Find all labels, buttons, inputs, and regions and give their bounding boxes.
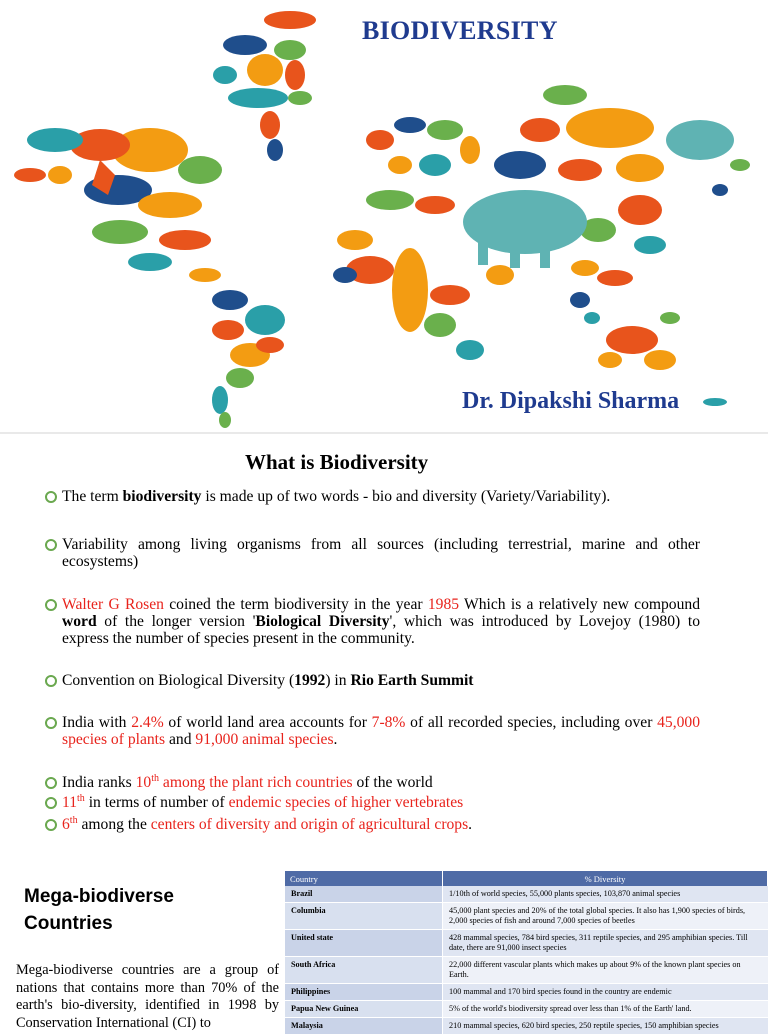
diversity-cell: 100 mammal and 170 bird species found in the country are endemic <box>443 984 768 1001</box>
bullet-circle-icon <box>45 717 57 729</box>
country-cell: United state <box>285 930 443 957</box>
table-row <box>285 1018 768 1035</box>
diversity-cell: 22,000 different vascular plants which makes up about 9% of the known plant species on Earth. <box>443 957 768 984</box>
bullet-circle-icon <box>45 539 57 551</box>
table-row <box>285 984 768 1001</box>
diversity-cell: 428 mammal species, 784 bird species, 311 reptile species, and 295 amphibian species. Till date, there are 91,000 insect species <box>443 930 768 957</box>
country-cell: Papua New Guinea <box>285 1001 443 1018</box>
country-cell: Brazil <box>285 886 443 903</box>
title-slide <box>0 0 768 430</box>
country-cell: South Africa <box>285 957 443 984</box>
country-cell: Columbia <box>285 903 443 930</box>
bullet-item-india-rank-11: 11th in terms of number of endemic species of higher vertebrates <box>45 794 700 811</box>
table-row <box>285 903 768 930</box>
slide-separator <box>0 432 768 434</box>
what-is-biodiversity-heading: What is Biodiversity <box>245 450 429 474</box>
table-row <box>285 886 768 903</box>
asia-animals <box>494 85 750 286</box>
diversity-cell: 5% of the world's biodiversity spread over less than 1% of the Earth' land. <box>443 1001 768 1018</box>
slide-title: BIODIVERSITY <box>362 16 558 45</box>
north-america-animals <box>14 128 222 282</box>
bullet-item-walter-rosen: Walter G Rosen coined the term biodiversity in the year 1985 Which is a relatively new compound word of the longer version 'Biological Diversity', which was introduced by Lovejoy (1980) to express the number of species present in the community. <box>45 596 700 647</box>
bullet-circle-icon <box>45 819 57 831</box>
table-header-row <box>285 871 768 886</box>
bullet-item-india-rank-6: 6th among the centers of diversity and origin of agricultural crops. <box>45 816 700 833</box>
africa-animals <box>333 190 587 360</box>
country-cell: Malaysia <box>285 1018 443 1035</box>
diversity-cell: 1/10th of world species, 55,000 plants species, 103,870 animal species <box>443 886 768 903</box>
bullet-item-india-rank-10: India ranks 10th among the plant rich countries of the world <box>45 774 700 791</box>
bullet-circle-icon <box>45 491 57 503</box>
country-diversity-table <box>285 871 768 1030</box>
column-header-diversity: % Diversity <box>443 871 768 886</box>
column-header-country: Country <box>285 871 443 886</box>
europe-animals <box>366 117 480 214</box>
bullet-circle-icon <box>45 675 57 687</box>
table-row <box>285 1001 768 1018</box>
bullet-item-convention: Convention on Biological Diversity (1992) in Rio Earth Summit <box>45 672 700 689</box>
bullet-circle-icon <box>45 777 57 789</box>
diversity-cell: 45,000 plant species and 20% of the total global species. It also has 1,900 species of birds, 2,000 species of fish and around 7,000 species of beetles <box>443 903 768 930</box>
table-row <box>285 930 768 957</box>
mega-biodiverse-paragraph: Mega-biodiverse countries are a group of nations that contains more than 70% of the earth's bio-diversity, identified in 1998 by Conservation International (CI) to <box>16 962 279 1031</box>
country-cell: Philippines <box>285 984 443 1001</box>
greenland-animals <box>213 11 316 161</box>
bullet-circle-icon <box>45 797 57 809</box>
diversity-cell: 210 mammal species, 620 bird species, 250 reptile species, 150 amphibian species <box>443 1018 768 1035</box>
table-row <box>285 957 768 984</box>
bullet-item-variability: Variability among living organisms from all sources (including terrestrial, marine and other ecosystems) <box>45 536 700 570</box>
author-name: Dr. Dipakshi Sharma <box>462 388 680 414</box>
bullet-item-india-land-area: India with 2.4% of world land area accounts for 7-8% of all recorded species, including over 45,000 species of plants and 91,000 animal species. <box>45 714 700 748</box>
animal-world-map-illustration <box>0 0 768 430</box>
bullet-circle-icon <box>45 599 57 611</box>
mega-biodiverse-heading: Mega-biodiverse Countries <box>24 886 174 934</box>
bullet-item-term: The term biodiversity is made up of two words - bio and diversity (Variety/Variability). <box>45 488 700 505</box>
south-america-animals <box>212 290 285 428</box>
